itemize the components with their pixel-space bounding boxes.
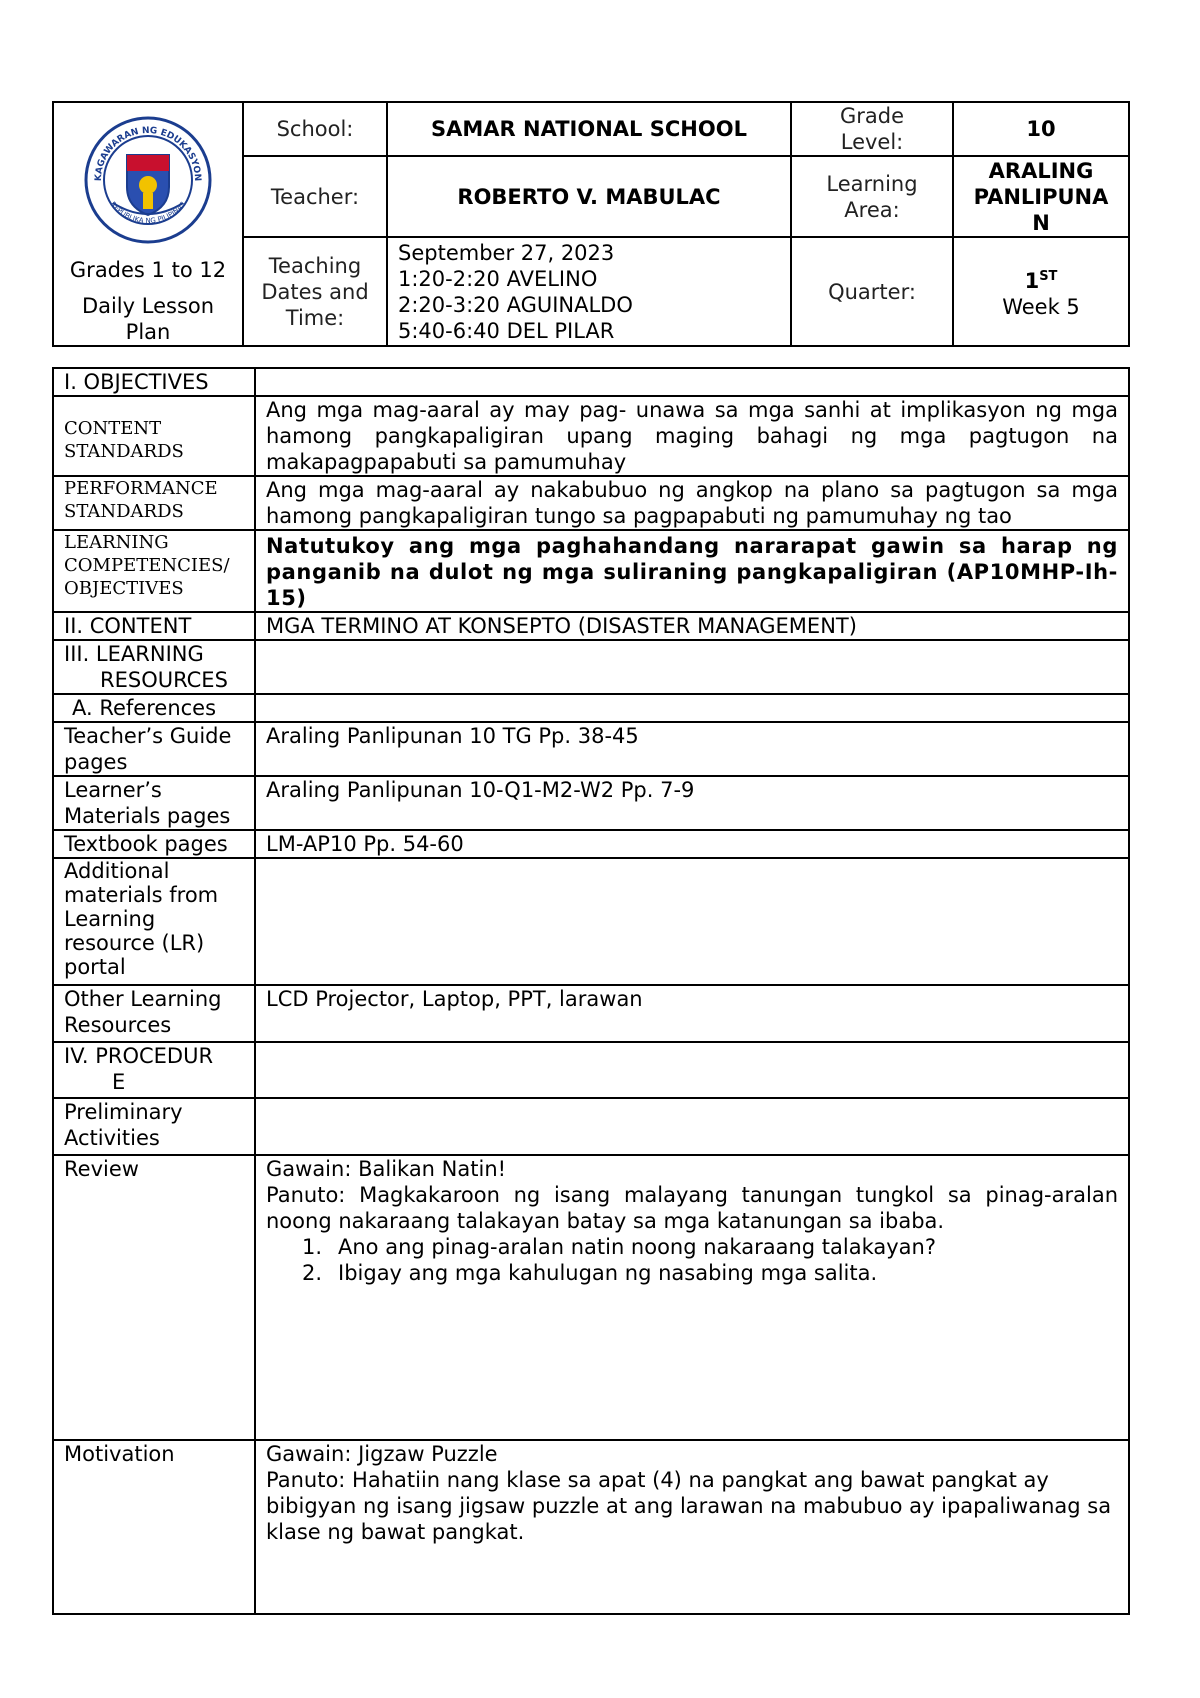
preliminary-value xyxy=(255,1098,1129,1155)
review-label: Review xyxy=(53,1155,255,1440)
learners-materials-label: Learner’s Materials pages xyxy=(53,776,255,830)
quarter-value: 1ST Week 5 xyxy=(953,237,1129,346)
additional-materials-value xyxy=(255,858,1129,985)
svg-text:KAGAWARAN NG EDUKASYON: KAGAWARAN NG EDUKASYON xyxy=(93,125,203,182)
objectives-value xyxy=(255,368,1129,396)
objectives-label: I. OBJECTIVES xyxy=(53,368,255,396)
learning-resources-value xyxy=(255,640,1129,694)
learning-resources-label: III. LEARNING RESOURCES xyxy=(53,640,255,694)
dlp-title: Grades 1 to 12 Daily Lesson Plan xyxy=(69,258,227,344)
svg-text:REPUBLIKA NG PILIPINAS: REPUBLIKA NG PILIPINAS xyxy=(108,200,188,226)
grade-level-label: Grade Level: xyxy=(791,102,953,156)
procedure-value xyxy=(255,1042,1129,1098)
teacher-label: Teacher: xyxy=(243,156,387,237)
content-value: MGA TERMINO AT KONSEPTO (DISASTER MANAGEMENT) xyxy=(255,612,1129,640)
preliminary-label: Preliminary Activities xyxy=(53,1098,255,1155)
quarter-label: Quarter: xyxy=(791,237,953,346)
teaching-dates-value: September 27, 2023 1:20-2:20 AVELINO 2:20-3:20 AGUINALDO 5:40-6:40 DEL PILAR xyxy=(387,237,791,346)
teacher-value: ROBERTO V. MABULAC xyxy=(387,156,791,237)
deped-seal-icon xyxy=(83,115,213,245)
header-table xyxy=(52,101,1130,347)
references-label: A. References xyxy=(53,694,255,722)
review-questions xyxy=(302,1234,1118,1286)
other-resources-label: Other Learning Resources xyxy=(53,985,255,1042)
review-value: Gawain: Balikan Natin! Panuto: Magkakaroon ng isang malayang tanungan tungkol sa pinag-aralan noong nakaraang talakayan batay sa mga katanungan sa ibaba. 1. Ano ang pinag-aralan natin noong nakaraang talakayan? 2. Ibigay ang mga kahulugan ng nasabing mga salita. xyxy=(255,1155,1129,1440)
procedure-label: IV. PROCEDUR E xyxy=(53,1042,255,1098)
content-label: II. CONTENT xyxy=(53,612,255,640)
teachers-guide-label: Teacher’s Guide pages xyxy=(53,722,255,776)
list-item: 2. Ibigay ang mga kahulugan ng nasabing mga salita. xyxy=(302,1261,878,1285)
list-item: 1. Ano ang pinag-aralan natin noong nakaraang talakayan? xyxy=(302,1235,936,1259)
additional-materials-label: Additional materials from Learning resource (LR) portal xyxy=(53,858,255,985)
motivation-label: Motivation xyxy=(53,1440,255,1614)
textbook-label: Textbook pages xyxy=(53,830,255,858)
performance-standards-value: Ang mga mag-aaral ay nakabubuo ng angkop na plano sa pagtugon sa mga hamong pangkapaligiran tungo sa pagpapabuti ng pamumuhay ng tao xyxy=(255,476,1129,530)
learning-competencies-value: Natutukoy ang mga paghahandang nararapat gawin sa harap ng panganib na dulot ng mga suliraning pangkapaligiran (AP10MHP-Ih-15) xyxy=(255,530,1129,612)
school-label: School: xyxy=(243,102,387,156)
other-resources-value: LCD Projector, Laptop, PPT, larawan xyxy=(255,985,1129,1042)
teaching-dates-label: Teaching Dates and Time: xyxy=(243,237,387,346)
content-standards-label: CONTENT STANDARDS xyxy=(53,396,255,476)
learning-area-value: ARALING PANLIPUNA N xyxy=(953,156,1129,237)
school-value: SAMAR NATIONAL SCHOOL xyxy=(387,102,791,156)
motivation-value: Gawain: Jigzaw Puzzle Panuto: Hahatiin nang klase sa apat (4) na pangkat ang bawat pangkat ay bibigyan ng isang jigsaw puzzle at ang larawan na mabubuo ay ipapaliwanag sa klase ng bawat pangkat. xyxy=(255,1440,1129,1614)
learning-area-label: Learning Area: xyxy=(791,156,953,237)
teachers-guide-value: Araling Panlipunan 10 TG Pp. 38-45 xyxy=(255,722,1129,776)
references-value xyxy=(255,694,1129,722)
logo-cell xyxy=(53,102,243,346)
textbook-value: LM-AP10 Pp. 54-60 xyxy=(255,830,1129,858)
learning-competencies-label: LEARNING COMPETENCIES/ OBJECTIVES xyxy=(53,530,255,612)
content-standards-value: Ang mga mag-aaral ay may pag- unawa sa mga sanhi at implikasyon ng mga hamong pangkapaligiran upang maging bahagi ng mga pagtugon na makapagpapabuti sa pamumuhay xyxy=(255,396,1129,476)
learners-materials-value: Araling Panlipunan 10-Q1-M2-W2 Pp. 7-9 xyxy=(255,776,1129,830)
grade-level-value: 10 xyxy=(953,102,1129,156)
performance-standards-label: PERFORMANCE STANDARDS xyxy=(53,476,255,530)
lesson-plan-table xyxy=(52,367,1130,1615)
